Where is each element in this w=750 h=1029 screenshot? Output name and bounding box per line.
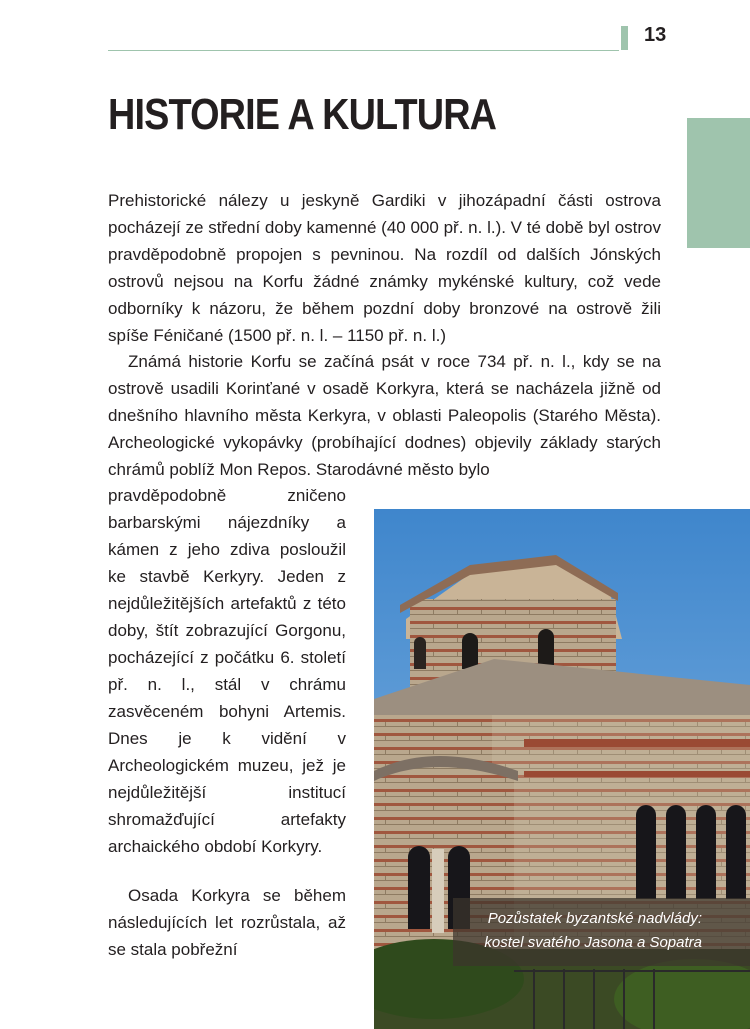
header-accent-block	[621, 26, 628, 50]
photo-caption	[453, 898, 750, 966]
paragraph-korkyra-founding: Známá historie Korfu se začíná psát v roce 734 př. n. l., kdy se na ostrově usadili Korinťané v osadě Korkyra, která se nacházela jižně od dnešního hlavního města Kerkyra, v oblasti Paleopolis (Starého Města). Archeologické vykopávky (probíhající dodnes) objevily základy starých chrámů poblíž Mon Repos. Starodávné město bylo	[108, 352, 661, 479]
header-rule	[108, 50, 619, 51]
paragraph-prehistory: Prehistorické nálezy u jeskyně Gardiki v jihozápadní části ostrova pocházejí ze střední doby kamenné (40 000 př. n. l.). V té době byl ostrov pravděpodobně propojen s pevninou. Na rozdíl od dalších Jónských ostrovů nejsou na Korfu žádné známky mykénské kultury, což vede odborníky k názoru, že během pozdní doby bronzové na ostrově žili spíše Féničané (1500 př. n. l. – 1150 př. n. l.)	[108, 191, 661, 345]
chapter-title: HISTORIE A KULTURA	[108, 90, 497, 139]
paragraph-korkyra-growth: Osada Korkyra se během následujících let rozrůstala, až se stala pobřežní	[108, 886, 346, 959]
photo-caption-line-2: kostel svatého Jasona a Sopatra	[484, 934, 702, 951]
page-number: 13	[644, 24, 667, 46]
church-photo	[374, 509, 750, 1029]
chapter-side-tab	[687, 118, 750, 248]
paragraph-gorgon-shield: pravděpodobně zničeno barbarskými nájezdníky a kámen z jeho zdiva posloužil ke stavbě Kerkyry. Jeden z nejdůležitějších artefaktů z této doby, štít zobrazující Gorgonu, pocházející z počátku 6. století př. n. l., stál v chrámu zasvěceném bohyni Artemis. Dnes je k vidění v Archeologickém muzeu, jež je nejdůležitější institucí shromažďující artefakty archaického období Korkyry.	[108, 486, 346, 856]
photo-caption-line-1: Pozůstatek byzantské nadvlády:	[487, 910, 702, 927]
